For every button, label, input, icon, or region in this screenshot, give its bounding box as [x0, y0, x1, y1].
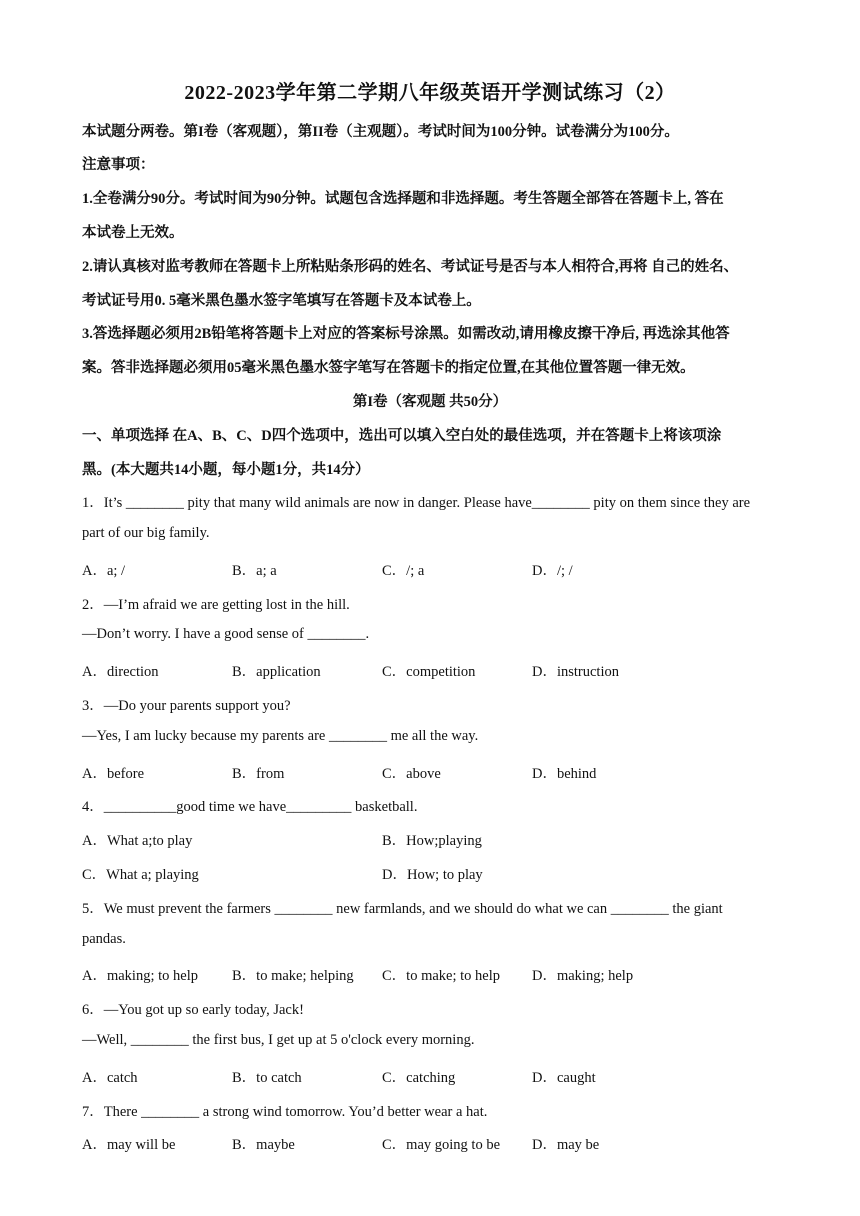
question-1-stem: part of our big family.: [82, 525, 210, 541]
q2-option-c: C．competition: [382, 664, 476, 680]
q4-option-c: C．What a; playing: [82, 867, 199, 883]
part-heading: 一、单项选择 在A、B、C、D四个选项中，选出可以填入空白处的最佳选项，并在答题卡上将该项涂: [82, 428, 722, 444]
question-6-stem: —Well, ________ the first bus, I get up at 5 o'clock every morning.: [82, 1032, 475, 1048]
q6-option-d: D．caught: [532, 1070, 596, 1086]
question-3-stem: 3．—Do your parents support you?: [82, 698, 291, 714]
q1-option-b: B．a; a: [232, 563, 277, 579]
q7-option-c: C．may going to be: [382, 1137, 501, 1153]
question-1-stem: 1．It’s ________ pity that many wild animals are now in danger. Please have________ pity on them since they are: [82, 495, 751, 511]
q3-option-c: C．above: [382, 766, 441, 782]
question-7-stem: 7．There ________ a strong wind tomorrow. You’d better wear a hat.: [82, 1104, 488, 1120]
note-line: 考试证号用0. 5毫米黑色墨水签字笔填写在答题卡及本试卷上。: [82, 293, 481, 309]
intro-text: 本试题分两卷。第I卷（客观题），第II卷（主观题）。考试时间为100分钟。试卷满分为100分。: [82, 124, 679, 140]
q1-option-d: D．/; /: [532, 563, 573, 579]
q2-option-b: B．application: [232, 664, 321, 680]
q7-option-d: D．may be: [532, 1137, 600, 1153]
q4-option-a: A．What a;to play: [82, 833, 193, 849]
note-line: 3.答选择题必须用2B铅笔将答题卡上对应的答案标号涂黑。如需改动,请用橡皮擦干净后, 再选涂其他答: [82, 326, 730, 342]
question-4-stem: 4．__________good time we have_________ basketball.: [82, 799, 418, 815]
q6-option-a: A．catch: [82, 1070, 138, 1086]
q7-option-a: A．may will be: [82, 1137, 176, 1153]
question-5-stem: pandas.: [82, 931, 126, 947]
question-5-stem: 5．We must prevent the farmers ________ new farmlands, and we should do what we can ________ the giant: [82, 901, 723, 917]
note-line: 2.请认真核对监考教师在答题卡上所粘贴条形码的姓名、考试证号是否与本人相符合,再将 自己的姓名、: [82, 259, 739, 275]
question-3-stem: —Yes, I am lucky because my parents are ________ me all the way.: [82, 728, 479, 744]
q1-option-a: A．a; /: [82, 563, 126, 579]
question-2-stem: 2．—I’m afraid we are getting lost in the hill.: [82, 597, 350, 613]
q6-option-b: B．to catch: [232, 1070, 302, 1086]
q5-option-b: B．to make; helping: [232, 968, 354, 984]
q5-option-c: C．to make; to help: [382, 968, 500, 984]
note-line: 1.全卷满分90分。考试时间为90分钟。试题包含选择题和非选择题。考生答题全部答在答题卡上, 答在: [82, 191, 724, 207]
note-line: 案。答非选择题必须用05毫米黑色墨水签字笔写在答题卡的指定位置,在其他位置答题一律无效。: [82, 360, 695, 376]
q2-option-a: A．direction: [82, 664, 159, 680]
note-line: 本试卷上无效。: [82, 225, 184, 241]
q4-option-d: D．How; to play: [382, 867, 483, 883]
q7-option-b: B．maybe: [232, 1137, 295, 1153]
q1-option-c: C．/; a: [382, 563, 425, 579]
q3-option-d: D．behind: [532, 766, 597, 782]
question-2-stem: —Don’t worry. I have a good sense of ________.: [82, 626, 370, 642]
q2-option-d: D．instruction: [532, 664, 619, 680]
notice-heading: 注意事项：: [82, 157, 155, 173]
q4-option-b: B．How;playing: [382, 833, 482, 849]
section-title: 第I卷（客观题 共50分）: [352, 394, 508, 410]
q3-option-a: A．before: [82, 766, 145, 782]
q3-option-b: B．from: [232, 766, 285, 782]
question-6-stem: 6．—You got up so early today, Jack!: [82, 1002, 304, 1018]
part-heading: 黑。(本大题共14小题，每小题1分，共14分）: [82, 462, 370, 478]
q5-option-a: A．making; to help: [82, 968, 198, 984]
exam-title: 2022-2023学年第二学期八年级英语开学测试练习（2）: [184, 82, 676, 104]
q5-option-d: D．making; help: [532, 968, 634, 984]
q6-option-c: C．catching: [382, 1070, 456, 1086]
